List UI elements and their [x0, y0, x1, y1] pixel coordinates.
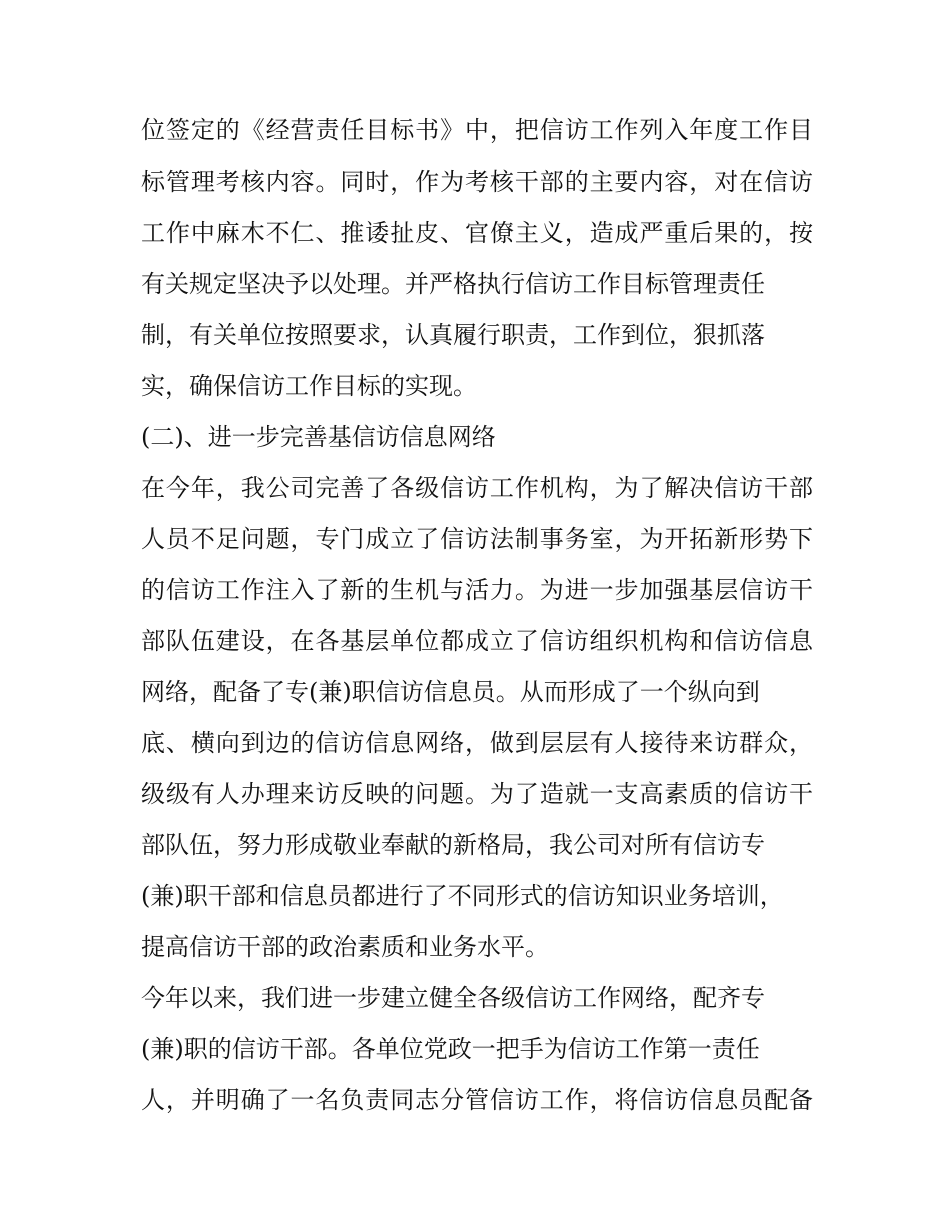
- text-line: 部队伍，努力形成敬业奉献的新格局，我公司对所有信访专: [141, 831, 765, 859]
- text-line: 标管理考核内容。同时，作为考核干部的主要内容，对在信访: [141, 168, 813, 196]
- text-line: (兼)职的信访干部。各单位党政一把手为信访工作第一责任: [141, 1035, 760, 1063]
- text-line: 人员不足问题，专门成立了信访法制事务室，为开拓新形势下: [141, 525, 813, 553]
- text-line: 在今年，我公司完善了各级信访工作机构，为了解决信访干部: [141, 474, 813, 502]
- text-line: 工作中麻木不仁、推诿扯皮、官僚主义，造成严重后果的，按: [141, 219, 813, 247]
- section-heading: (二)、进一步完善基信访信息网络: [141, 423, 496, 451]
- text-line: 网络，配备了专(兼)职信访信息员。从而形成了一个纵向到: [141, 678, 760, 706]
- text-line: 提高信访干部的政治素质和业务水平。: [141, 933, 549, 961]
- text-line: 有关规定坚决予以处理。并严格执行信访工作目标管理责任: [141, 270, 765, 298]
- text-line: 制，有关单位按照要求，认真履行职责，工作到位，狠抓落: [141, 321, 765, 349]
- text-line: 今年以来，我们进一步建立健全各级信访工作网络，配齐专: [141, 984, 765, 1012]
- text-line: 的信访工作注入了新的生机与活力。为进一步加强基层信访干: [141, 576, 813, 604]
- text-line: 部队伍建设，在各基层单位都成立了信访组织机构和信访信息: [141, 627, 813, 655]
- text-line: 底、横向到边的信访信息网络，做到层层有人接待来访群众，: [141, 729, 813, 757]
- text-line: 级级有人办理来访反映的问题。为了造就一支高素质的信访干: [141, 780, 813, 808]
- text-line: 位签定的《经营责任目标书》中，把信访工作列入年度工作目: [141, 116, 813, 144]
- text-line: 实，确保信访工作目标的实现。: [141, 372, 477, 400]
- text-line: 人，并明确了一名负责同志分管信访工作，将信访信息员配备: [141, 1086, 813, 1114]
- text-line: (兼)职干部和信息员都进行了不同形式的信访知识业务培训，: [141, 882, 784, 910]
